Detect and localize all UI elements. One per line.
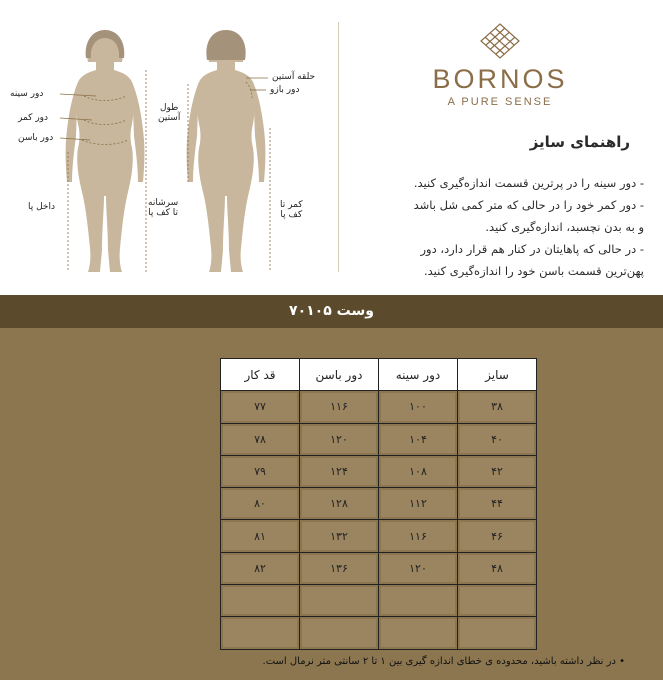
cell-size: ۴۸	[458, 552, 537, 584]
table-row	[221, 455, 537, 487]
size-guide-instructions	[358, 172, 644, 282]
cell-length: ۸۲	[221, 552, 300, 584]
table-row	[221, 391, 537, 423]
table-header-row	[221, 359, 537, 391]
cell-chest: ۱۰۸	[379, 455, 458, 487]
label-inseam: داخل پا	[28, 202, 55, 212]
cell-hip: ۱۲۴	[300, 455, 379, 487]
label-armhole: حلقه آستین	[272, 72, 316, 82]
bornos-logo-icon	[479, 22, 521, 60]
size-table	[220, 358, 537, 650]
cell-hip: ۱۱۶	[300, 391, 379, 423]
table-row-empty	[221, 585, 537, 617]
header-hip: دور باسن	[300, 359, 379, 391]
cell-length: ۸۱	[221, 520, 300, 552]
back-hair	[206, 30, 245, 60]
table-row-empty	[221, 617, 537, 649]
label-hip: دور باسن	[18, 133, 54, 143]
header-length: قد کار	[221, 359, 300, 391]
brand-name: BORNOS	[432, 64, 568, 94]
measurement-note: • در نظر داشته باشید، محدوده ی خطای اندازه گیری بین ۱ تا ۲ سانتی متر نرمال است.	[262, 656, 625, 667]
size-guide-header	[0, 0, 663, 295]
back-body-figure	[187, 33, 266, 272]
cell-chest: ۱۱۲	[379, 488, 458, 520]
label-arm: دور بازو	[270, 85, 300, 95]
cell-length: ۸۰	[221, 488, 300, 520]
product-title: وست ۷۰۱۰۵	[0, 295, 663, 328]
cell-hip: ۱۲۸	[300, 488, 379, 520]
label-sleeve-length: طول آستین	[158, 103, 181, 123]
cell-hip: ۱۳۶	[300, 552, 379, 584]
cell-size: ۴۶	[458, 520, 537, 552]
label-waist: دور کمر	[18, 113, 49, 123]
brand-block	[400, 22, 600, 122]
cell-chest: ۱۲۰	[379, 552, 458, 584]
label-shoulder-to-sole: سرشانه تا کف پا	[148, 198, 179, 218]
cell-empty	[458, 617, 537, 649]
cell-hip: ۱۲۰	[300, 423, 379, 455]
table-row	[221, 488, 537, 520]
cell-empty	[379, 617, 458, 649]
cell-empty	[221, 617, 300, 649]
table-row	[221, 520, 537, 552]
guide-line: - دور کمر خود را در حالی که متر کمی شل باشد	[413, 198, 644, 212]
cell-hip: ۱۳۲	[300, 520, 379, 552]
body-measurement-illustration	[0, 0, 338, 295]
guide-line: - دور سینه را در پرترین قسمت اندازه‌گیری کنید.	[413, 176, 644, 190]
header-size: سایز	[458, 359, 537, 391]
table-row	[221, 552, 537, 584]
size-guide-title: راهنمای سایز	[529, 133, 630, 151]
cell-size: ۴۲	[458, 455, 537, 487]
brand-tagline: A PURE SENSE	[447, 96, 553, 108]
divider	[338, 22, 339, 272]
cell-chest: ۱۰۴	[379, 423, 458, 455]
cell-empty	[458, 585, 537, 617]
cell-chest: ۱۰۰	[379, 391, 458, 423]
cell-size: ۴۴	[458, 488, 537, 520]
cell-empty	[300, 585, 379, 617]
cell-chest: ۱۱۶	[379, 520, 458, 552]
size-table-section	[0, 328, 663, 680]
front-body-figure	[66, 33, 145, 272]
cell-length: ۷۸	[221, 423, 300, 455]
cell-length: ۷۷	[221, 391, 300, 423]
cell-empty	[379, 585, 458, 617]
guide-line: - در حالی که پاهایتان در کنار هم قرار دارد، دور	[420, 242, 644, 256]
header-chest: دور سینه	[379, 359, 458, 391]
label-waist-to-sole: کمر تا کف پا	[280, 200, 303, 220]
label-chest: دور سینه	[10, 89, 44, 99]
guide-line: پهن‌ترین قسمت باسن خود را اندازه‌گیری کنید.	[423, 264, 644, 278]
cell-size: ۳۸	[458, 391, 537, 423]
cell-empty	[221, 585, 300, 617]
cell-length: ۷۹	[221, 455, 300, 487]
cell-size: ۴۰	[458, 423, 537, 455]
guide-line: و به بدن نچسبد، اندازه‌گیری کنید.	[485, 220, 644, 234]
cell-empty	[300, 617, 379, 649]
table-row	[221, 423, 537, 455]
